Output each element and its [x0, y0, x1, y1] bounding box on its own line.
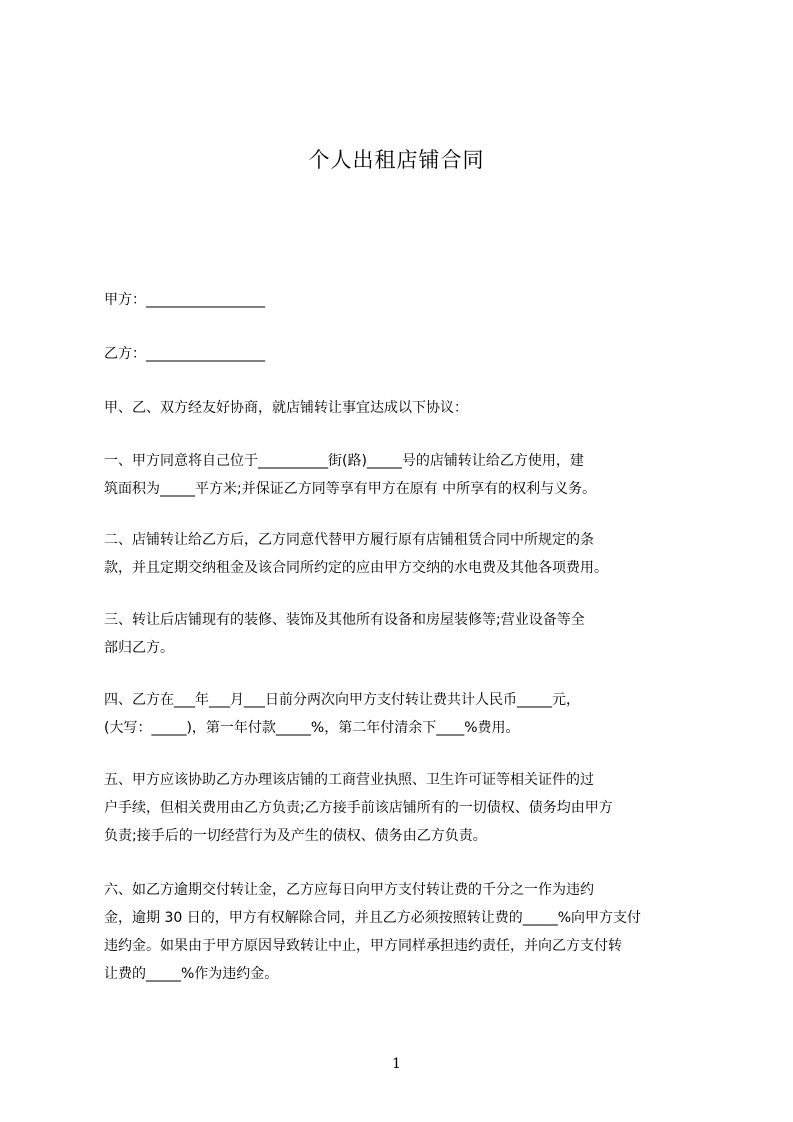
clause-3-line-2: 部归乙方。 — [104, 640, 174, 656]
clause-6-line-1: 六、如乙方逾期交付转让金，乙方应每日向甲方支付转让费的千分之一作为违约 — [104, 882, 594, 898]
clause-5-line-3: 负责;接手后的一切经营行为及产生的债权、债务由乙方负责。 — [104, 828, 487, 844]
clause-3-line-1: 三、转让后店铺现有的装修、装饰及其他所有设备和房屋装修等;营业设备等全 — [104, 612, 585, 628]
page-title: 个人出租店铺合同 — [308, 148, 485, 172]
clause-4-line-1: 四、乙方在___年___月___日前分两次向甲方支付转让费共计人民币_____元， — [104, 692, 580, 708]
page-number: 1 — [392, 1056, 401, 1072]
intro-line: 甲、乙、双方经友好协商，就店铺转让事宜达成以下协议： — [104, 400, 468, 416]
clause-2-line-1: 二、店铺转让给乙方后，乙方同意代替甲方履行原有店铺租赁合同中所规定的条 — [104, 532, 594, 548]
party-b-line: 乙方：_________________ — [104, 346, 265, 362]
clause-6-line-4: 让费的_____%作为违约金。 — [104, 966, 279, 982]
clause-5-line-1: 五、甲方应该协助乙方办理该店铺的工商营业执照、卫生许可证等相关证件的过 — [104, 772, 594, 788]
clause-1-line-2: 筑面积为_____平方米;并保证乙方同等享有甲方在原有 中所享有的权利与义务。 — [104, 481, 597, 497]
clause-6-line-3: 违约金。如果由于甲方原因导致转让中止，甲方同样承担违约责任，并向乙方支付转 — [104, 938, 622, 954]
clause-1-line-1: 一、甲方同意将自己位于__________街(路)_____号的店铺转让给乙方使用，建 — [104, 453, 584, 469]
clause-5-line-2: 户手续，但相关费用由乙方负责;乙方接手前该店铺所有的一切债权、债务均由甲方 — [104, 800, 613, 816]
clause-4-line-2: (大写：_____)，第一年付款_____%，第二年付清余下____%费用。 — [104, 720, 520, 736]
clause-6-line-2: 金，逾期 30 日的，甲方有权解除合同，并且乙方必须按照转让费的_____%向甲方支付 — [104, 910, 642, 926]
party-a-line: 甲方：_________________ — [104, 292, 265, 308]
clause-2-line-2: 款，并且定期交纳租金及该合同所约定的应由甲方交纳的水电费及其他各项费用。 — [104, 560, 608, 576]
